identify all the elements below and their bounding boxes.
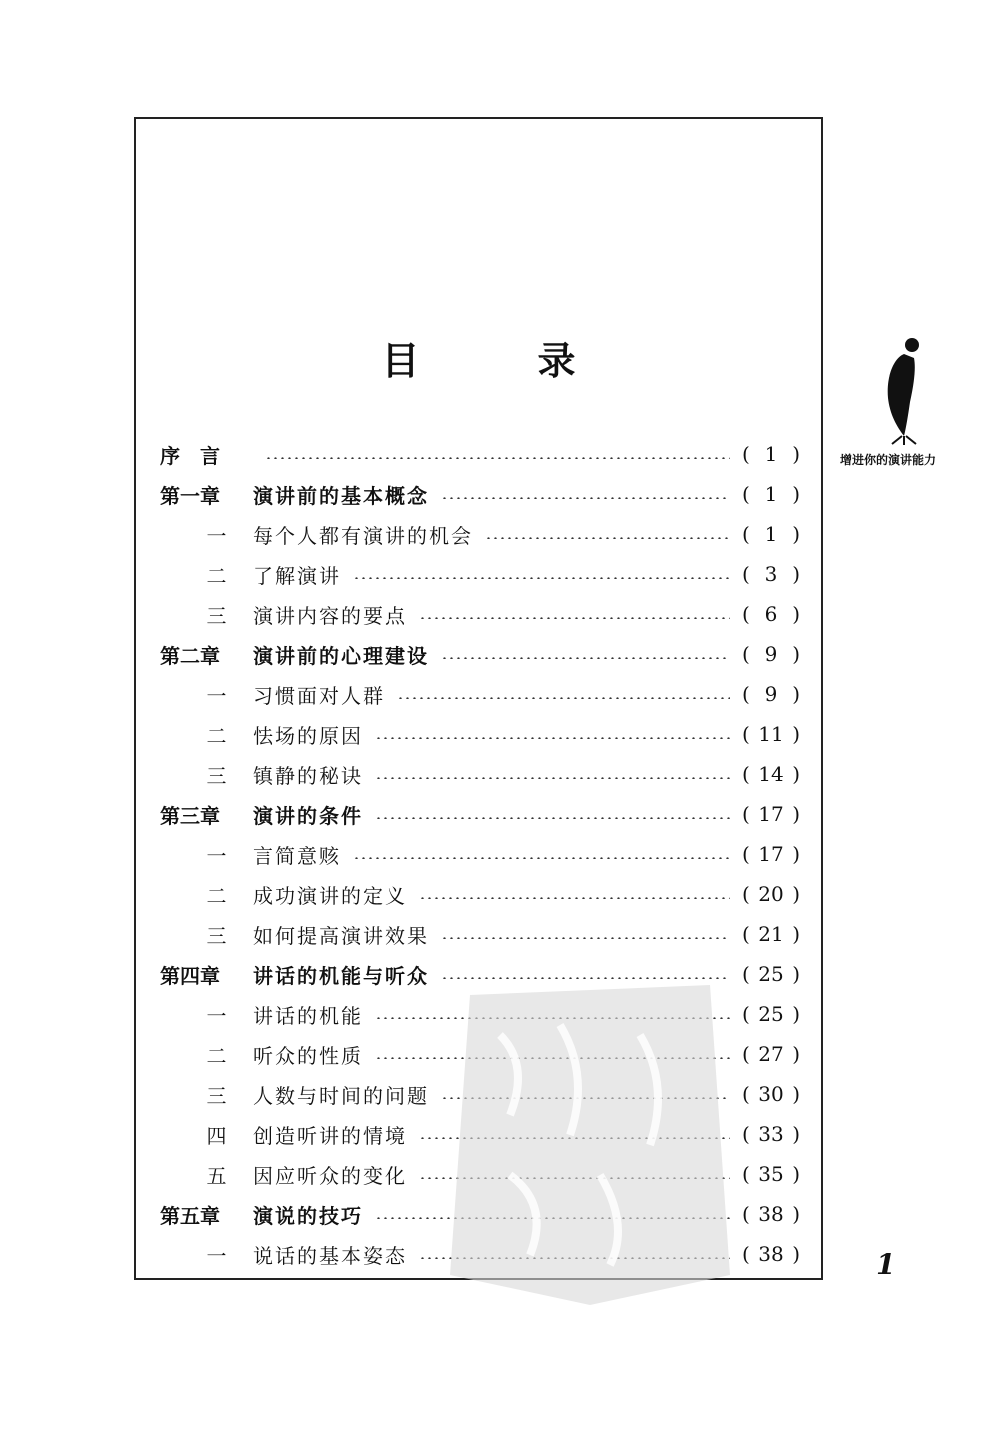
leader-dots bbox=[441, 937, 730, 939]
toc-title: 说话的基本姿态 bbox=[253, 1243, 407, 1268]
toc-page-number: 17 bbox=[758, 802, 784, 826]
toc-title: 因应听众的变化 bbox=[253, 1163, 407, 1188]
toc-entry[interactable] bbox=[160, 874, 800, 914]
toc-entry[interactable] bbox=[160, 714, 800, 754]
toc-number: 第一章 bbox=[160, 483, 220, 508]
toc-page: ( 27 ) bbox=[742, 1042, 800, 1066]
toc-page: ( 38 ) bbox=[742, 1242, 800, 1266]
toc-title: 成功演讲的定义 bbox=[253, 883, 407, 908]
toc-number: 四 bbox=[206, 1123, 227, 1148]
toc-page: ( 1 ) bbox=[742, 482, 800, 506]
toc-page-number: 20 bbox=[758, 882, 784, 906]
toc-page: ( 14 ) bbox=[742, 762, 800, 786]
leader-dots bbox=[375, 737, 730, 739]
toc-page-number: 1 bbox=[764, 442, 778, 466]
toc-title: 讲话的机能与听众 bbox=[253, 963, 429, 988]
toc-number: 一 bbox=[206, 523, 227, 548]
toc-page-number: 11 bbox=[758, 722, 784, 746]
toc-number: 二 bbox=[206, 723, 227, 748]
side-caption: 增进你的演讲能力 bbox=[840, 453, 937, 467]
toc-page: ( 9 ) bbox=[742, 682, 800, 706]
toc-number: 一 bbox=[206, 683, 227, 708]
toc-entry[interactable] bbox=[160, 634, 800, 674]
leader-dots bbox=[419, 617, 730, 619]
toc-page-number: 1 bbox=[764, 482, 778, 506]
toc-title: 怯场的原因 bbox=[253, 723, 363, 748]
toc-title: 演讲前的基本概念 bbox=[253, 483, 429, 508]
leader-dots bbox=[375, 817, 730, 819]
speaker-silhouette-icon bbox=[878, 336, 928, 446]
toc-title: 讲话的机能 bbox=[253, 1003, 363, 1028]
toc-page-number: 6 bbox=[764, 602, 778, 626]
toc-entry[interactable] bbox=[160, 754, 800, 794]
toc-title: 演讲的条件 bbox=[253, 803, 363, 828]
toc-page-number: 27 bbox=[758, 1042, 784, 1066]
leader-dots bbox=[353, 857, 730, 859]
toc-page-number: 3 bbox=[764, 562, 778, 586]
toc-title: 创造听讲的情境 bbox=[253, 1123, 407, 1148]
toc-entry[interactable] bbox=[160, 474, 800, 514]
toc-title: 了解演讲 bbox=[253, 563, 341, 588]
toc-page: ( 25 ) bbox=[742, 962, 800, 986]
toc-page-number: 38 bbox=[758, 1202, 784, 1226]
toc-number: 一 bbox=[206, 1003, 227, 1028]
toc-title: 习惯面对人群 bbox=[253, 683, 385, 708]
toc-page-number: 1 bbox=[764, 522, 778, 546]
toc-page-number: 25 bbox=[758, 962, 784, 986]
toc-title: 如何提高演讲效果 bbox=[253, 923, 429, 948]
leader-dots bbox=[397, 697, 730, 699]
toc-page-number: 9 bbox=[764, 682, 778, 706]
toc-number: 三 bbox=[206, 763, 227, 788]
toc-entry[interactable] bbox=[160, 514, 800, 554]
watermark-seal-icon bbox=[440, 975, 740, 1305]
toc-page: ( 17 ) bbox=[742, 842, 800, 866]
leader-dots bbox=[441, 657, 730, 659]
toc-number: 第二章 bbox=[160, 643, 220, 668]
leader-dots bbox=[265, 457, 730, 459]
page-number: 1 bbox=[876, 1248, 896, 1281]
toc-title: 听众的性质 bbox=[253, 1043, 363, 1068]
leader-dots bbox=[353, 577, 730, 579]
toc-number: 二 bbox=[206, 1043, 227, 1068]
leader-dots bbox=[375, 777, 730, 779]
toc-page-number: 9 bbox=[764, 642, 778, 666]
toc-page-number: 14 bbox=[758, 762, 784, 786]
toc-number: 一 bbox=[206, 1243, 227, 1268]
toc-page-number: 35 bbox=[758, 1162, 784, 1186]
toc-title: 演讲前的心理建设 bbox=[253, 643, 429, 668]
toc-number: 第四章 bbox=[160, 963, 220, 988]
toc-page: ( 35 ) bbox=[742, 1162, 800, 1186]
toc-page-number: 30 bbox=[758, 1082, 784, 1106]
leader-dots bbox=[485, 537, 730, 539]
toc-page: ( 21 ) bbox=[742, 922, 800, 946]
toc-title: 人数与时间的问题 bbox=[253, 1083, 429, 1108]
toc-page: ( 6 ) bbox=[742, 602, 800, 626]
toc-page: ( 9 ) bbox=[742, 642, 800, 666]
toc-page: ( 33 ) bbox=[742, 1122, 800, 1146]
toc-entry[interactable] bbox=[160, 554, 800, 594]
toc-page: ( 38 ) bbox=[742, 1202, 800, 1226]
toc-number: 三 bbox=[206, 1083, 227, 1108]
toc-title: 言简意赅 bbox=[253, 843, 341, 868]
toc-title: 演讲内容的要点 bbox=[253, 603, 407, 628]
toc-page: ( 25 ) bbox=[742, 1002, 800, 1026]
toc-page: ( 30 ) bbox=[742, 1082, 800, 1106]
toc-title: 演说的技巧 bbox=[253, 1203, 363, 1228]
toc-page-number: 17 bbox=[758, 842, 784, 866]
toc-page: ( 1 ) bbox=[742, 522, 800, 546]
toc-entry[interactable] bbox=[160, 834, 800, 874]
toc-entry[interactable] bbox=[160, 914, 800, 954]
leader-dots bbox=[419, 897, 730, 899]
toc-title: 每个人都有演讲的机会 bbox=[253, 523, 473, 548]
toc-entry[interactable] bbox=[160, 674, 800, 714]
toc-entry[interactable] bbox=[160, 594, 800, 634]
toc-number: 五 bbox=[206, 1163, 227, 1188]
toc-page: ( 3 ) bbox=[742, 562, 800, 586]
toc-number: 第三章 bbox=[160, 803, 220, 828]
toc-number: 二 bbox=[206, 883, 227, 908]
toc-page: ( 1 ) bbox=[742, 442, 800, 466]
toc-number: 三 bbox=[206, 603, 227, 628]
toc-page-number: 25 bbox=[758, 1002, 784, 1026]
toc-page: ( 11 ) bbox=[742, 722, 800, 746]
toc-number: 二 bbox=[206, 563, 227, 588]
toc-title: 镇静的秘诀 bbox=[253, 763, 363, 788]
toc-number: 序 言 bbox=[160, 443, 220, 468]
toc-number: 第五章 bbox=[160, 1203, 220, 1228]
toc-page: ( 20 ) bbox=[742, 882, 800, 906]
toc-number: 一 bbox=[206, 843, 227, 868]
toc-number: 三 bbox=[206, 923, 227, 948]
toc-entry[interactable] bbox=[160, 434, 800, 474]
leader-dots bbox=[441, 497, 730, 499]
page-title: 目 录 bbox=[381, 339, 616, 383]
toc-page-number: 33 bbox=[758, 1122, 784, 1146]
toc-page-number: 38 bbox=[758, 1242, 784, 1266]
toc-entry[interactable] bbox=[160, 794, 800, 834]
toc-page: ( 17 ) bbox=[742, 802, 800, 826]
toc-page-number: 21 bbox=[758, 922, 784, 946]
